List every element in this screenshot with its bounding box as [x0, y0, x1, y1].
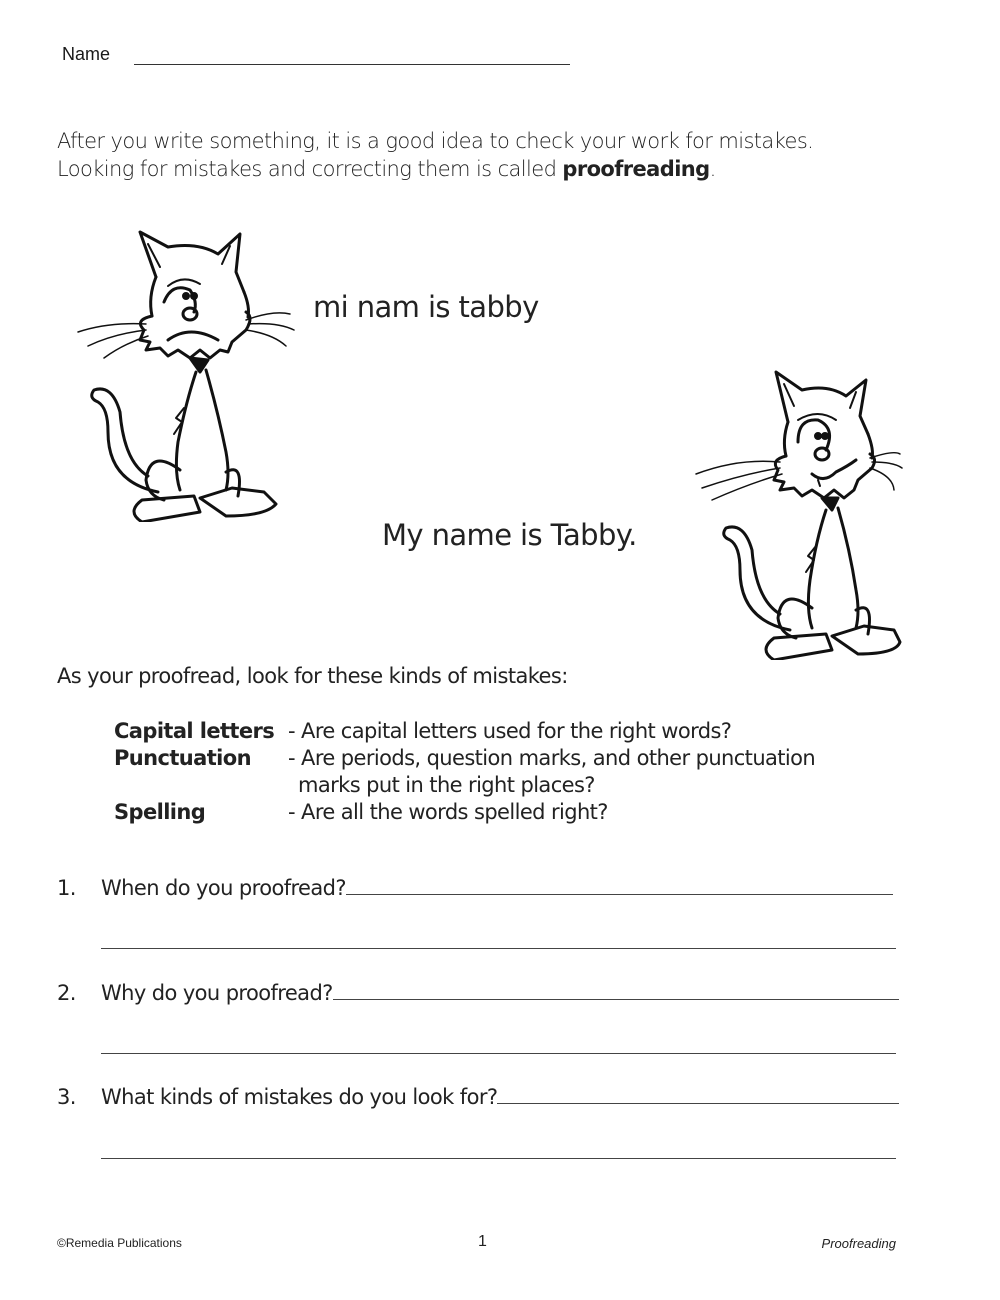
question-text: When do you proofread? — [101, 876, 346, 900]
mistake-term: Spelling — [114, 800, 206, 824]
mistake-description-continued: marks put in the right places? — [298, 773, 595, 797]
intro-line-2-period: . — [709, 157, 716, 181]
mistake-description-text: - Are capital letters used for the right words? — [288, 719, 732, 743]
footer-title: Proofreading — [821, 1236, 896, 1251]
intro-line-2 — [57, 155, 813, 183]
list-item — [114, 799, 888, 826]
question-1 — [57, 876, 893, 900]
mistake-description — [288, 718, 888, 745]
mistake-term: Capital letters — [114, 719, 275, 743]
answer-field[interactable] — [346, 894, 893, 895]
page-number: 1 — [478, 1233, 487, 1250]
mistake-description — [288, 745, 888, 799]
question-3 — [57, 1085, 899, 1109]
intro-paragraph — [57, 127, 813, 183]
answer-field[interactable] — [333, 999, 899, 1000]
answer-field[interactable] — [101, 1158, 896, 1159]
question-number: 1. — [57, 876, 76, 900]
happy-cat-icon — [688, 350, 903, 660]
correct-sentence: My name is Tabby. — [382, 518, 637, 552]
mistake-description-text: - Are all the words spelled right? — [288, 800, 608, 824]
question-text: What kinds of mistakes do you look for? — [101, 1085, 498, 1109]
intro-line-2-text: Looking for mistakes and correcting them is called — [57, 157, 563, 181]
question-2 — [57, 981, 899, 1005]
name-label: Name — [62, 44, 111, 64]
mistake-description-text: - Are periods, question marks, and other punctuation — [288, 746, 816, 770]
answer-field[interactable] — [497, 1103, 899, 1104]
answer-field[interactable] — [101, 1053, 896, 1054]
incorrect-sentence: mi nam is tabby — [313, 290, 539, 324]
list-item — [114, 718, 888, 745]
checklist-intro: As your proofread, look for these kinds of mistakes: — [57, 664, 568, 688]
proofreading-term: proofreading — [562, 157, 710, 181]
mistake-types-list — [114, 718, 888, 826]
footer-publisher: ©Remedia Publications — [57, 1236, 182, 1250]
question-number: 2. — [57, 981, 76, 1005]
mistake-description — [288, 799, 888, 826]
sad-cat-icon — [68, 212, 298, 522]
question-text: Why do you proofread? — [101, 981, 333, 1005]
mistake-term: Punctuation — [114, 746, 251, 770]
answer-field[interactable] — [101, 948, 896, 949]
name-field[interactable] — [134, 64, 570, 65]
intro-line-1: After you write something, it is a good idea to check your work for mistakes. — [57, 129, 814, 153]
question-number: 3. — [57, 1085, 76, 1109]
list-item — [114, 745, 888, 799]
